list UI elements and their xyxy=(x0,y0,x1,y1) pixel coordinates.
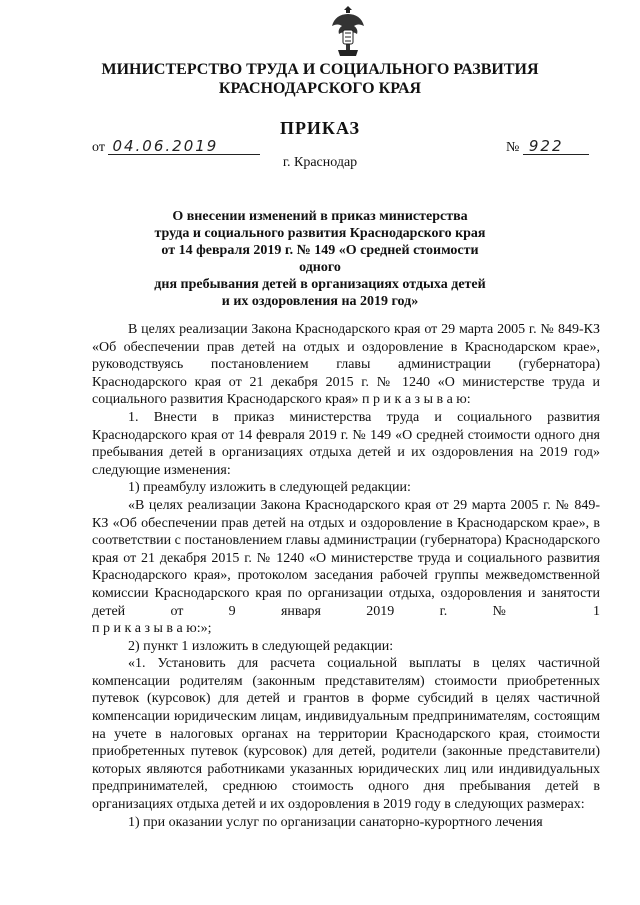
subject-line: от 14 февраля 2019 г. № 149 «О средней стоимости одного xyxy=(161,243,479,275)
subject-line: О внесении изменений в приказ министерства xyxy=(172,209,468,224)
number-prefix: № xyxy=(506,140,520,155)
order-date-field xyxy=(92,138,260,156)
ministry-line-2: КРАСНОДАРСКОГО КРАЯ xyxy=(218,80,422,97)
order-date-value: 04.06.2019 xyxy=(108,138,260,155)
ministry-name xyxy=(0,60,640,98)
subject-line: труда и социального развития Краснодарского края xyxy=(154,226,486,241)
date-prefix: от xyxy=(92,140,105,155)
paragraph-subitem-2: 2) пункт 1 изложить в следующей редакции: xyxy=(128,638,394,654)
document-title: ПРИКАЗ xyxy=(279,118,361,138)
paragraph-subitem-1: 1) преамбулу изложить в следующей редакции: xyxy=(128,480,411,496)
subject-line: дня пребывания детей в организациях отдыха детей xyxy=(154,277,486,292)
order-number-field xyxy=(506,138,589,156)
subject-line: и их оздоровления на 2019 год» xyxy=(221,294,419,309)
order-body xyxy=(92,321,600,831)
paragraph-preamble: В целях реализации Закона Краснодарского края от 29 марта 2005 г. № 849-КЗ «Об обеспечении прав детей на отдых и оздоровление в Краснодарском крае», руководствуясь постановлением главы администрации (губернатора) Краснодарского края от 21 декабря 2015 г. № 1240 «О министерстве труда и социального развития Краснодарского края» п р и к а з ы в а ю: xyxy=(92,322,600,408)
paragraph-quoted-preamble: «В целях реализации Закона Краснодарского края от 29 марта 2005 г. № 849-КЗ «Об обеспечении прав детей на отдых и оздоровление в Краснодарском крае», в соответствии с постановлением главы администрации (губернатора) Краснодарского края от 21 декабря 2015 г. № 1240 «О министерстве труда и социального развития Краснодарского края», протоколом заседания рабочей группы межведомственной комиссии Краснодарского края по организации отдыха, оздоровления и занятости детей от 9 января 2019 г. № 1 xyxy=(92,497,600,619)
paragraph-item-1: 1. Внести в приказ министерства труда и социального развития Краснодарского края от 14 февраля 2019 г. № 149 «О средней стоимости одного дня пребывания детей в организациях отдыха детей и их оздоровления на 2019 год» следующие изменения: xyxy=(92,409,600,478)
coat-of-arms-icon xyxy=(330,6,366,58)
paragraph-quoted-item-1: «1. Установить для расчета социальной выплаты в целях частичной компенсации родителям (законным представителям) стоимости приобретенных путевок (курсовок) для детей и грантов в форме субсидий в целях частичной компенсации юридическим лицам, индивидуальным предпринимателям, состоящим на учете в налоговых органах на территории Краснодарского края, стоимости приобретенных путевок (курсовок) для детей, родители (законные представители) которых являются работниками указанных юридических лиц или индивидуальных предпринимателей, среднюю стоимость одного дня пребывания детей в организациях отдыха детей и их оздоровления в 2019 году в следующих размерах: xyxy=(92,656,600,813)
paragraph-sub-subitem-1: 1) при оказании услуг по организации санаторно-курортного лечения xyxy=(128,814,543,830)
city: г. Краснодар xyxy=(282,155,358,170)
order-number-value: 922 xyxy=(523,138,589,155)
paragraph-quoted-preamble-end: п р и к а з ы в а ю:»; xyxy=(92,621,212,637)
ministry-line-1: МИНИСТЕРСТВО ТРУДА И СОЦИАЛЬНОГО РАЗВИТИЯ xyxy=(101,61,539,78)
order-subject xyxy=(150,208,490,310)
